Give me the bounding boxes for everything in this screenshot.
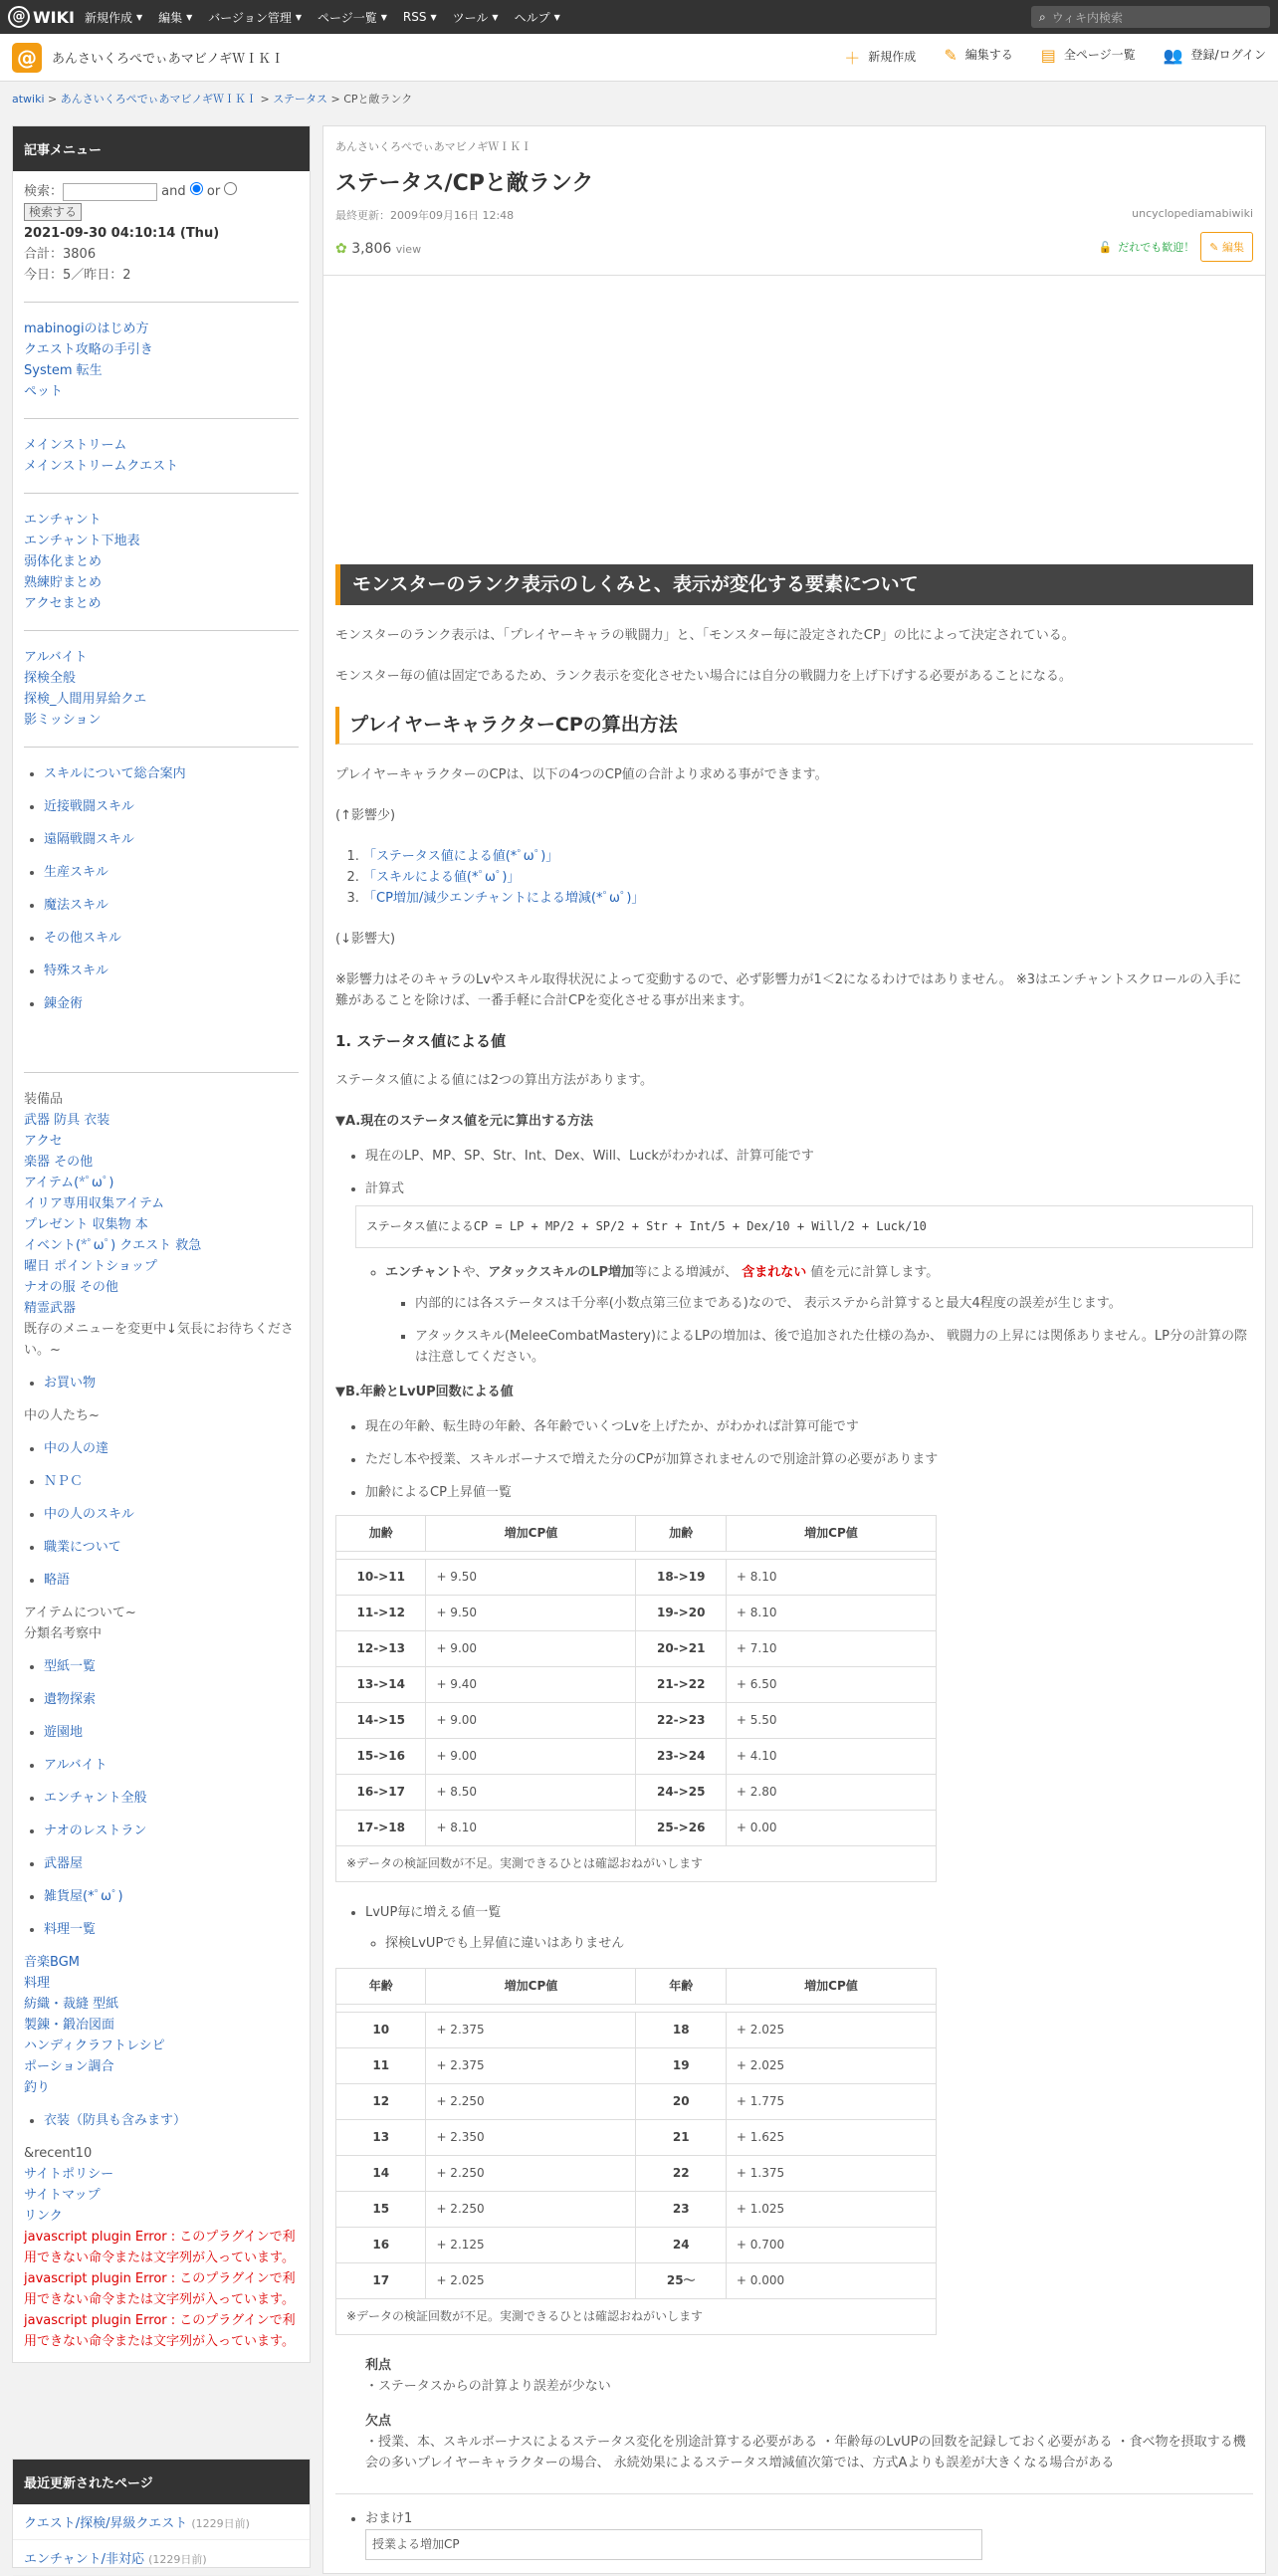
sidebar-link[interactable]: ペット: [24, 384, 64, 399]
advantages: 利点 ・ステータスからの計算より誤差が少ない: [365, 2358, 611, 2394]
paragraph: (↑影響少): [335, 808, 396, 823]
paragraph: モンスター毎の値は固定であるため、ランク表示を変化させたい場合には自分の戦闘力を上げ下げする必要があることになる。: [335, 669, 1072, 684]
sidebar-skill-link[interactable]: 特殊スキル: [44, 964, 108, 978]
sidebar-search-input[interactable]: [63, 183, 157, 201]
sidebar-link[interactable]: アクセ: [24, 1134, 63, 1149]
table-cell: 14: [336, 2156, 426, 2192]
login-button[interactable]: 👥 登録/ログイン: [1163, 46, 1266, 65]
menu-pages[interactable]: ページ一覧 ▼: [317, 10, 387, 25]
sidebar-skill-link[interactable]: 近接戦闘スキル: [44, 799, 134, 814]
menu-tools[interactable]: ツール ▼: [452, 10, 499, 25]
table-cell: + 2.025: [726, 2013, 936, 2048]
table-cell: 10: [336, 2013, 426, 2048]
sidebar-skill-link[interactable]: その他スキル: [44, 931, 121, 946]
menu-new[interactable]: 新規作成 ▼: [84, 10, 143, 25]
paragraph: (↓影響大): [335, 932, 396, 947]
table-row: [336, 1739, 937, 1775]
sidebar-link[interactable]: 釣り: [24, 2080, 51, 2095]
sidebar-link[interactable]: イリア専用収集アイテム: [24, 1196, 165, 1211]
sidebar-link[interactable]: 製錬・鍛冶図面: [24, 2018, 115, 2033]
table-cell: [336, 2005, 937, 2013]
table-cell: + 2.250: [426, 2156, 636, 2192]
sidebar-search-button[interactable]: 検索する: [24, 203, 82, 221]
breadcrumb: atwiki > あんさいくろぺでぃあマビノギＷＩＫＩ > ステータス > CPと敵ランク: [12, 93, 413, 106]
sidebar-link[interactable]: メインストリームクエスト: [24, 459, 179, 474]
list-item: ◦ 探検LvUPでも上昇値に違いはありません: [385, 1933, 1253, 1954]
table-cell: + 0.000: [726, 2263, 936, 2299]
equip-heading: 装備品: [24, 1092, 64, 1107]
caret-down-icon: ▼: [553, 12, 560, 22]
table-row: [336, 1631, 937, 1667]
breadcrumb-status[interactable]: ステータス: [273, 93, 327, 106]
breadcrumb-atwiki[interactable]: atwiki: [12, 93, 45, 106]
cp-link[interactable]: 「スキルによる値(*ﾟωﾟ)」: [363, 870, 521, 885]
table-cell: 25〜: [636, 2263, 726, 2299]
atwiki-logo[interactable]: @ WIKI: [8, 6, 75, 28]
total-count: 合計：3806: [24, 247, 97, 262]
table-cell: 10->11: [336, 1560, 426, 1596]
table-cell: 20: [636, 2084, 726, 2120]
list-item: ▪ アタックスキル(MeleeCombatMastery)によるLPの増加は、後で追加された仕様の為か、 戦闘力の上昇には関係ありません。LP分の計算の際は注意してください。: [415, 1326, 1253, 1368]
table-cell: 21: [636, 2120, 726, 2156]
table-cell: + 2.80: [726, 1775, 936, 1811]
sidebar-menu: 記事メニュー 検索： and or 検索する 2021-09-30 04:10:14 (Thu) 合計：3806 今日：5／昨日：2 mabinogiのはじめ方 クエスト攻略の手引き System 転生 ペット メインストリーム メインストリームクエスト エンチャント エンチャント下地表 弱体化まとめ 熟練貯まとめ アクセまとめ アルバイト 探検全般 探検_人間用昇給クエ 影ミッション • スキルについて総合案内 • 近接戦闘スキル • 遠隔戦闘スキル • 生産スキル • 魔法スキル • その他スキル • 特殊スキル • 錬金術 装備品 武器 防具 衣装 アクセ 楽器 その他 アイテム(*ﾟωﾟ) イリア専用収集アイテム プレゼント 収集物 本 イベント(*ﾟωﾟ) クエスト 救急 曜日 ポイントショップ ナオの服 その他 精霊武器 既存のメニューを変更中↓気長にお待ちください。~ • お買い物 中の人たち~ • 中の人の達 • ＮＰＣ • 中の人のスキル • 職業について • 略語 アイテムについて~ 分類名考察中 • 型紙一覧 • 遺物探索 • 遊園地 • アルバイト • エンチャント全般 • ナオのレストラン • 武器屋 • 雑貨屋(*ﾟωﾟ) • 料理一覧 音楽BGM 料理 紡織・裁縫 型紙 製錬・鍛冶図面 ハンディクラフトレシピ ポーション調合 釣り • 衣装（防具も含みます） &recent10 サイトポリシー サイトマップ リンク javascript plugin Error : このプラグインで利用できない命令または文字列が入っています。 javascript plugin Error : このプラグインで利用できない命令または文字列が入っています。 javascript plugin Error : このプラグインで利用できない命令または文字列が入っています。: [12, 125, 311, 2363]
table-cell: 21->22: [636, 1667, 726, 1703]
table-cell: + 2.250: [426, 2084, 636, 2120]
table-row: [336, 2084, 937, 2120]
items-heading: アイテムについて~: [24, 1606, 136, 1620]
table-cell: + 9.50: [426, 1596, 636, 1631]
new-page-button[interactable]: ＋ 新規作成: [844, 49, 917, 68]
sidebar-link[interactable]: エンチャント全般: [44, 1791, 147, 1806]
method-heading: ▼A.現在のステータス値を元に算出する方法: [335, 1114, 593, 1129]
pencil-icon: ✎: [944, 46, 958, 65]
table-cell: 12->13: [336, 1631, 426, 1667]
table-cell: + 8.50: [426, 1775, 636, 1811]
table-cell: + 2.025: [426, 2263, 636, 2299]
recent-pages-title: 最近更新されたページ: [13, 2460, 310, 2504]
document-icon: ▤: [1040, 46, 1056, 65]
table-cell: + 9.50: [426, 1560, 636, 1596]
sidebar-link[interactable]: 遊園地: [44, 1725, 84, 1740]
sidebar-link[interactable]: 影ミッション: [24, 713, 102, 728]
sidebar-link[interactable]: 楽器 その他: [24, 1155, 94, 1170]
sidebar-link[interactable]: System 転生: [24, 363, 103, 378]
table-cell: 24->25: [636, 1775, 726, 1811]
wiki-logo[interactable]: @: [12, 43, 42, 73]
menu-edit[interactable]: 編集 ▼: [158, 10, 193, 25]
sidebar-link[interactable]: 精霊武器: [24, 1301, 77, 1316]
table-cell: 15: [336, 2192, 426, 2228]
welcome-text: だれでも歓迎！: [1118, 241, 1195, 254]
table-cell: + 6.50: [726, 1667, 936, 1703]
search-icon: ⌕: [1039, 9, 1046, 24]
disadvantages: 欠点 ・授業、本、スキルボーナスによるステータス変化を別途計算する必要がある ・年齢毎のLvUPの回数を記録しておく必要がある ・食べ物を摂取する機会の多いプレイヤーキャラクターの場合、 永続効果によるステータス増減値次第では、方式Aよりも誤差が大きくなる場合がある: [365, 2414, 1246, 2470]
table-row: [336, 2048, 937, 2084]
medal-icon: ✿: [335, 241, 347, 257]
table-cell: 14->15: [336, 1703, 426, 1739]
notice-text: 既存のメニューを変更中↓気長にお待ちください。~: [24, 1322, 294, 1358]
edit-button[interactable]: ✎ 編集: [1200, 232, 1253, 262]
page-title: ステータス/CPと敵ランク: [335, 171, 594, 196]
sidebar-link[interactable]: 弱体化まとめ: [24, 554, 103, 569]
recent-page-item: エンチャント/非対応 (1229日前): [13, 2540, 310, 2576]
sidebar-link[interactable]: リンク: [24, 2209, 63, 2224]
sidebar-link[interactable]: 料理: [24, 1976, 51, 1991]
sidebar-link[interactable]: 曜日 ポイントショップ: [24, 1259, 157, 1274]
sidebar-link[interactable]: 略語: [44, 1573, 71, 1588]
sidebar-link[interactable]: 型紙一覧: [44, 1659, 97, 1674]
or-radio[interactable]: [224, 182, 237, 195]
table-cell: 19: [636, 2048, 726, 2084]
all-pages-button[interactable]: ▤ 全ページ一覧: [1040, 46, 1136, 65]
list-item: • 現在のLP、MP、SP、Str、Int、Dex、Will、Luckがわかれば、計算可能です: [365, 1146, 1253, 1167]
table-cell: + 5.50: [726, 1703, 936, 1739]
table-cell: 11: [336, 2048, 426, 2084]
caret-down-icon: ▼: [186, 12, 193, 22]
caret-down-icon: ▼: [135, 12, 143, 22]
table-row: [336, 1811, 937, 1846]
table-row: [336, 2263, 937, 2299]
sidebar-link[interactable]: サイトポリシー: [24, 2167, 114, 2182]
sidebar-link[interactable]: 職業について: [44, 1540, 121, 1555]
sidebar-link[interactable]: 中の人のスキル: [44, 1507, 134, 1522]
table-cell: 16->17: [336, 1775, 426, 1811]
wiki-title[interactable]: あんさいくろぺでぃあマビノギＷＩＫＩ: [52, 52, 285, 67]
sidebar-link[interactable]: エンチャント: [24, 513, 102, 528]
sidebar-link[interactable]: イベント(*ﾟωﾟ) クエスト 救急: [24, 1238, 202, 1253]
list-item: ◦ エンチャントや、アタックスキルのLP増加等による増減が、 含まれない 値を元に計算します。 ▪ 内部的には各ステータスは千分率(小数点第三位まである)なので、 表示ステから計算すると最大4程度の誤差が生じます。 ▪ アタックスキル(MeleeCombatMastery)によるLPの増加は、後で追加された仕様の為か、 戦闘力の上昇には関係ありません。LP分の計算の際は注意してください。: [385, 1262, 1253, 1368]
site-name: あんさいくろぺでぃあマビノギＷＩＫＩ: [335, 140, 532, 153]
paragraph: プレイヤーキャラクターのCPは、以下の4つのCP値の合計より求める事ができます。: [335, 767, 828, 782]
table-cell: 18->19: [636, 1560, 726, 1596]
sidebar-link[interactable]: 衣装（防具も含みます）: [44, 2113, 187, 2128]
sidebar-link[interactable]: 探検全般: [24, 671, 77, 686]
list-item: ▪ 内部的には各ステータスは千分率(小数点第三位まである)なので、 表示ステから計算すると最大4程度の誤差が生じます。: [415, 1293, 1253, 1314]
section-heading: モンスターのランク表示のしくみと、表示が変化する要素について: [335, 564, 1253, 605]
sidebar-link[interactable]: クエスト攻略の手引き: [24, 342, 153, 357]
table-row: [336, 2013, 937, 2048]
sidebar-skill-link[interactable]: スキルについて総合案内: [44, 766, 186, 781]
table-cell: + 2.025: [726, 2048, 936, 2084]
topbar: [0, 0, 1278, 34]
paragraph: ステータス値による値には2つの算出方法があります。: [335, 1073, 653, 1088]
sidebar-link[interactable]: mabinogiのはじめ方: [24, 322, 149, 336]
main-content: [322, 125, 1266, 2574]
table-cell: + 9.00: [426, 1739, 636, 1775]
breadcrumb-current: CPと敵ランク: [343, 93, 413, 106]
table-cell: 19->20: [636, 1596, 726, 1631]
sidebar-link[interactable]: ポーション調合: [24, 2059, 114, 2074]
menu-rss[interactable]: RSS ▼: [402, 10, 437, 24]
table-cell: 23: [636, 2192, 726, 2228]
table-cell: + 8.10: [426, 1811, 636, 1846]
table-row: [336, 1596, 937, 1631]
table-cell: + 2.250: [426, 2192, 636, 2228]
table-cell: 17->18: [336, 1811, 426, 1846]
paragraph: ※影響力はそのキャラのLvやスキル取得状況によって変動するので、必ず影響力が1＜2になるわけではありません。 ※3はエンチャントスクロールの入手に難があることを除けば、一番手軽に合計CPを変化させる事が出来ます。: [335, 972, 1242, 1008]
table-cell: 23->24: [636, 1739, 726, 1775]
table-cell: + 9.40: [426, 1667, 636, 1703]
table-row: [336, 2120, 937, 2156]
table-cell: [336, 1552, 937, 1560]
sidebar-link[interactable]: メインストリーム: [24, 438, 127, 453]
sidebar-skill-link[interactable]: 生産スキル: [44, 865, 108, 880]
formula-code: ステータス値によるCP = LP + MP/2 + SP/2 + Str + Int/5 + Dex/10 + Will/2 + Luck/10: [355, 1205, 1253, 1248]
table-cell: 16: [336, 2228, 426, 2263]
table-cell: + 1.625: [726, 2120, 936, 2156]
view-count: ✿ 3,806 view: [335, 241, 422, 257]
list-item: • 計算式 ステータス値によるCP = LP + MP/2 + SP/2 + Str + Int/5 + Dex/10 + Will/2 + Luck/10 ◦ エンチャントや、アタックスキルのLP増加等による増減が、 含まれない 値を元に計算します。 ▪ 内部的には各ステータスは千分率(小数点第三位まである)なので、 表示ステから計算すると最大4程度の誤差が生じます。 ▪ アタックスキル(MeleeCombatMastery)によるLPの増加は、後で追加された仕様の為か、 戦闘力の上昇には関係ありません。LP分の計算の際は注意してください。: [365, 1179, 1253, 1368]
table-cell: 13->14: [336, 1667, 426, 1703]
wiki-search-input[interactable]: ⌕ ウィキ内検索: [1031, 6, 1270, 28]
wiki-header: [0, 34, 1278, 82]
sidebar-skill-link[interactable]: 遠隔戦闘スキル: [44, 832, 134, 847]
subsection-heading: 1. ステータス値による値: [335, 1032, 507, 1050]
table-cell: + 1.775: [726, 2084, 936, 2120]
table-cell: + 2.375: [426, 2048, 636, 2084]
menu-help[interactable]: ヘルプ ▼: [514, 10, 560, 25]
table-row: [336, 1703, 937, 1739]
table-cell: 22->23: [636, 1703, 726, 1739]
table-cell: + 2.350: [426, 2120, 636, 2156]
sidebar-skill-link[interactable]: 魔法スキル: [44, 898, 108, 913]
table-row: [336, 1667, 937, 1703]
table-row: [336, 2192, 937, 2228]
sidebar-link[interactable]: 遺物探索: [44, 1692, 97, 1707]
list-item: • おまけ1 授業よる増加CP: [365, 2508, 1253, 2560]
table-cell: 11->12: [336, 1596, 426, 1631]
sidebar-link[interactable]: ナオの服 その他: [24, 1280, 118, 1295]
sidebar-link[interactable]: 武器屋: [44, 1856, 84, 1871]
caret-down-icon: ▼: [430, 12, 437, 22]
table-row: [336, 1775, 937, 1811]
sidebar-skill-link[interactable]: 錬金術: [44, 996, 84, 1011]
list-item: • ただし本や授業、スキルボーナスで増えた分のCPが加算されませんので別途計算の必要があります: [365, 1449, 1253, 1470]
method-heading: ▼B.年齢とLvUP回数による値: [335, 1385, 514, 1399]
sidebar-title: 記事メニュー: [13, 126, 310, 171]
sidebar-link[interactable]: 探検_人間用昇給クエ: [24, 692, 147, 707]
sidebar-link[interactable]: プレゼント 収集物 本: [24, 1217, 148, 1232]
table-cell: + 0.00: [726, 1811, 936, 1846]
sidebar-link[interactable]: ハンディクラフトレシピ: [24, 2039, 165, 2053]
sidebar-link[interactable]: 武器 防具 衣装: [24, 1113, 110, 1128]
table-cell: 25->26: [636, 1811, 726, 1846]
table-cell: + 2.125: [426, 2228, 636, 2263]
level-cp-table: 年齢 増加CP値 年齢 増加CP値 10 + 2.375 18 + 2.025 11 + 2.375 19 + 2.025 12 + 2.250 20 + 1.775 13 + 2.350 21 + 1.625 14 + 2.250 22 + 1.375 15 + 2.250 23 + 1.025 16 + 2.125 24 + 0.700 17 + 2.025 25〜 + 0.000 ※データの検証回数が不足。実測できるひとは確認おねがいします: [335, 1968, 937, 2335]
sidebar-link[interactable]: アルバイト: [24, 650, 88, 665]
table-cell: 20->21: [636, 1631, 726, 1667]
unlock-icon: 🔓: [1098, 240, 1113, 254]
recent-plugin-text: &recent10: [24, 2146, 93, 2161]
sidebar-link[interactable]: アルバイト: [44, 1758, 107, 1773]
age-cp-table: 加齢 増加CP値 加齢 増加CP値 10->11 + 9.50 18->19 + 8.10 11->12 + 9.50 19->20 + 8.10 12->13 + 9.00 20->21 + 7.10 13->14 + 9.40 21->22 + 6.50 14->15 + 9.00 22->23 + 5.50 15->16 + 9.00 23->24 + 4.10 16->17 + 8.50 24->25 + 2.80 17->18 + 8.10 25->26 + 0.00 ※データの検証回数が不足。実測できるひとは確認おねがいします: [335, 1515, 937, 1882]
table-cell: + 0.700: [726, 2228, 936, 2263]
today-count: 今日：5／昨日：2: [24, 268, 131, 283]
table-cell: + 8.10: [726, 1596, 936, 1631]
users-icon: 👥: [1163, 46, 1183, 65]
caret-down-icon: ▼: [380, 12, 387, 22]
table-cell: 13: [336, 2120, 426, 2156]
sidebar-link[interactable]: 紡織・裁縫 型紙: [24, 1997, 119, 2012]
table-note: ※データの検証回数が不足。実測できるひとは確認おねがいします: [336, 2299, 937, 2335]
section-heading: プレイヤーキャラクターCPの算出方法: [335, 707, 1253, 745]
table-row: [336, 2156, 937, 2192]
table-cell: 15->16: [336, 1739, 426, 1775]
sidebar-link[interactable]: エンチャント下地表: [24, 534, 140, 548]
sidebar-link[interactable]: 中の人の達: [44, 1441, 109, 1456]
sidebar-link[interactable]: ナオのレストラン: [44, 1824, 147, 1838]
datetime: 2021-09-30 04:10:14 (Thu): [24, 226, 220, 241]
ad-space: [323, 276, 1265, 564]
cp-link[interactable]: 「ステータス値による値(*ﾟωﾟ)」: [363, 849, 559, 864]
table-cell: + 7.10: [726, 1631, 936, 1667]
table-cell: + 2.375: [426, 2013, 636, 2048]
table-cell: 22: [636, 2156, 726, 2192]
sidebar-link[interactable]: アクセまとめ: [24, 596, 102, 611]
sidebar-link[interactable]: お買い物: [44, 1376, 97, 1391]
people-heading: 中の人たち~: [24, 1408, 100, 1423]
table-cell: + 4.10: [726, 1739, 936, 1775]
table-cell: 18: [636, 2013, 726, 2048]
table-row: [336, 2228, 937, 2263]
breadcrumb-wiki[interactable]: あんさいくろぺでぃあマビノギＷＩＫＩ: [60, 93, 257, 106]
at-icon: @: [8, 6, 30, 28]
sidebar-link[interactable]: サイトマップ: [24, 2188, 101, 2203]
recent-pages-panel: [12, 2459, 311, 2568]
list-item: • LvUP毎に増える値一覧 ◦ 探検LvUPでも上昇値に違いはありません: [365, 1902, 1253, 1954]
omake-box: 授業よる増加CP: [365, 2529, 982, 2560]
items-subheading: 分類名考察中: [24, 1626, 103, 1641]
table-cell: + 9.00: [426, 1703, 636, 1739]
recent-page-item: クエスト/探検/昇級クエスト (1229日前): [13, 2504, 310, 2540]
sidebar-link[interactable]: 熟練貯まとめ: [24, 575, 103, 590]
menu-version[interactable]: バージョン管理 ▼: [208, 10, 302, 25]
plus-icon: ＋: [844, 49, 861, 68]
table-cell: + 1.025: [726, 2192, 936, 2228]
sidebar-link[interactable]: 料理一覧: [44, 1922, 97, 1937]
paragraph: モンスターのランク表示は、「プレイヤーキャラの戦闘力」と、「モンスター毎に設定されたCP」の比によって決定されている。: [335, 628, 1075, 643]
plugin-error: javascript plugin Error : このプラグインで利用できない命令または文字列が入っています。 javascript plugin Error : このプラグインで利用できない命令または文字列が入っています。 javascript plugin Error : このプラグインで利用できない命令または文字列が入っています。: [24, 2230, 296, 2349]
list-item: • 加齢によるCP上昇値一覧: [365, 1482, 1253, 1503]
list-item: • 現在の年齢、転生時の年齢、各年齢でいくつLvを上げたか、がわかれば計算可能です: [365, 1416, 1253, 1437]
table-row: [336, 1560, 937, 1596]
table-cell: + 8.10: [726, 1560, 936, 1596]
cp-link[interactable]: 「CP増加/減少エンチャントによる増減(*ﾟωﾟ)」: [363, 891, 645, 906]
table-cell: + 1.375: [726, 2156, 936, 2192]
sidebar-link[interactable]: 音楽BGM: [24, 1955, 80, 1970]
sidebar-link[interactable]: 雑貨屋(*ﾟωﾟ): [44, 1889, 123, 1904]
table-cell: 24: [636, 2228, 726, 2263]
table-cell: 17: [336, 2263, 426, 2299]
caret-down-icon: ▼: [295, 12, 302, 22]
table-cell: + 9.00: [426, 1631, 636, 1667]
sidebar-link[interactable]: アイテム(*ﾟωﾟ): [24, 1176, 114, 1190]
sidebar-link[interactable]: ＮＰＣ: [44, 1474, 84, 1489]
last-updated: 最終更新：2009年09月16日 12:48: [335, 209, 515, 222]
edit-page-button[interactable]: ✎ 編集する: [944, 46, 1013, 65]
author: uncyclopediamabiwiki: [1132, 207, 1253, 220]
table-cell: 12: [336, 2084, 426, 2120]
and-radio[interactable]: [190, 182, 203, 195]
table-note: ※データの検証回数が不足。実測できるひとは確認おねがいします: [336, 1846, 937, 1882]
caret-down-icon: ▼: [492, 12, 499, 22]
